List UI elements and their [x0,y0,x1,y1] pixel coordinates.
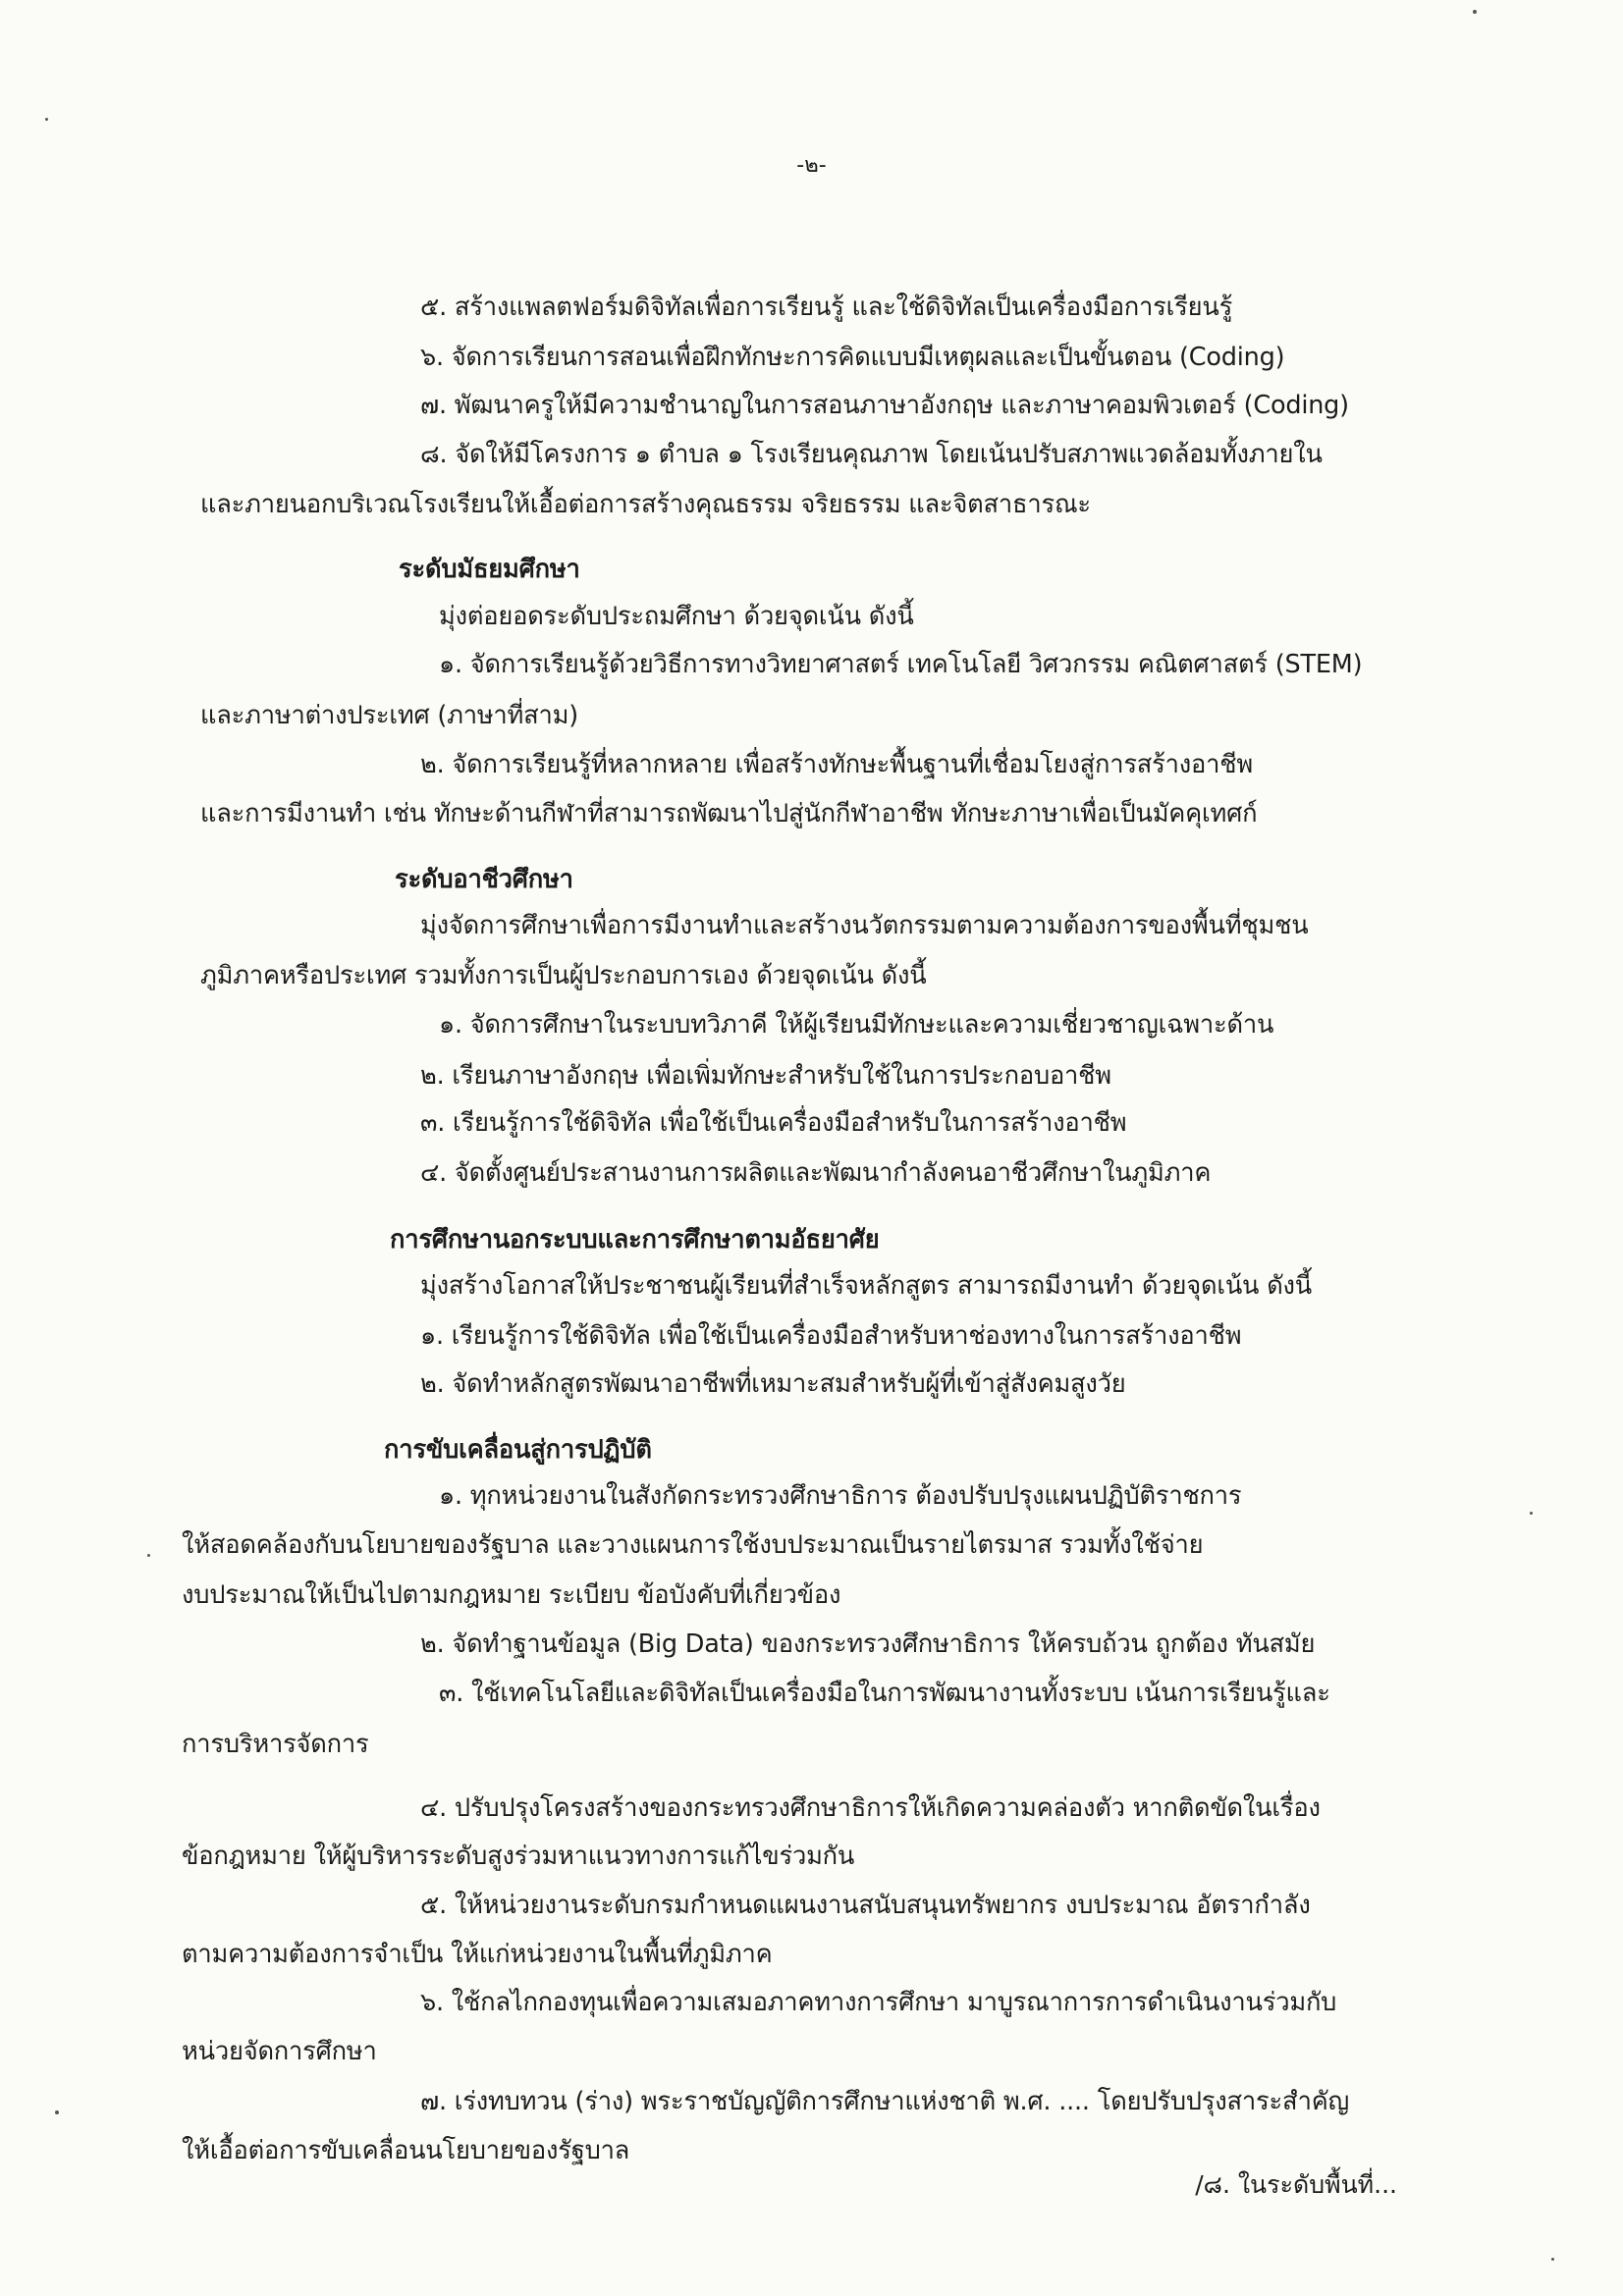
scan-speck [1530,1512,1533,1515]
line-30: ๔. ปรับปรุงโครงสร้างของกระทรวงศึกษาธิการให้เกิดความคล่องตัว หากติดขัดในเรื่อง [420,1793,1321,1823]
line-35: หน่วยจัดการศึกษา [182,2037,377,2066]
line-8: ๑. จัดการเรียนรู้ด้วยวิธีการทางวิทยาศาสตร์ เทคโนโลยี วิศวกรรม คณิตศาสตร์ (STEM) [439,650,1363,679]
line-3: ๗. พัฒนาครูให้มีความชำนาญในการสอนภาษาอังกฤษ และภาษาคอมพิวเตอร์ (Coding) [420,391,1349,420]
line-26: งบประมาณให้เป็นไปตามกฎหมาย ระเบียบ ข้อบังคับที่เกี่ยวข้อง [182,1580,841,1610]
line-2: ๖. จัดการเรียนการสอนเพื่อฝึกทักษะการคิดแบบมีเหตุผลและเป็นขั้นตอน (Coding) [420,343,1285,372]
line-22: ๒. จัดทำหลักสูตรพัฒนาอาชีพที่เหมาะสมสำหรับผู้ที่เข้าสู่สังคมสูงวัย [420,1369,1126,1399]
heading-non-formal: การศึกษานอกระบบและการศึกษาตามอัธยาศัย [390,1225,880,1255]
heading-vocational: ระดับอาชีวศึกษา [395,865,573,894]
heading-implementation: การขับเคลื่อนสู่การปฏิบัติ [384,1435,652,1465]
line-17: ๓. เรียนรู้การใช้ดิจิทัล เพื่อใช้เป็นเครื่องมือสำหรับในการสร้างอาชีพ [420,1108,1127,1138]
line-18: ๔. จัดตั้งศูนย์ประสานงานการผลิตและพัฒนากำลังคนอาชีวศึกษาในภูมิภาค [420,1158,1212,1188]
line-32: ๕. ให้หน่วยงานระดับกรมกำหนดแผนงานสนับสนุนทรัพยากร งบประมาณ อัตรากำลัง [420,1891,1311,1920]
line-37: ให้เอื้อต่อการขับเคลื่อนนโยบายของรัฐบาล [182,2136,630,2165]
line-1: ๕. สร้างแพลตฟอร์มดิจิทัลเพื่อการเรียนรู้ และใช้ดิจิทัลเป็นเครื่องมือการเรียนรู้ [420,293,1233,322]
line-7: มุ่งต่อยอดระดับประถมศึกษา ด้วยจุดเน้น ดังนี้ [439,602,914,631]
line-21: ๑. เรียนรู้การใช้ดิจิทัล เพื่อใช้เป็นเครื่องมือสำหรับหาช่องทางในการสร้างอาชีพ [420,1321,1242,1351]
scan-speck [45,118,48,121]
line-31: ข้อกฎหมาย ให้ผู้บริหารระดับสูงร่วมหาแนวทางการแก้ไขร่วมกัน [182,1842,855,1871]
line-25: ให้สอดคล้องกับนโยบายของรัฐบาล และวางแผนการใช้งบประมาณเป็นรายไตรมาส รวมทั้งใช้จ่าย [182,1530,1204,1560]
line-13: มุ่งจัดการศึกษาเพื่อการมีงานทำและสร้างนวัตกรรมตามความต้องการของพื้นที่ชุมชน [420,911,1309,940]
line-5: และภายนอกบริเวณโรงเรียนให้เอื้อต่อการสร้างคุณธรรม จริยธรรม และจิตสาธารณะ [200,490,1091,519]
scan-speck [55,2110,59,2114]
line-15: ๑. จัดการศึกษาในระบบทวิภาคี ให้ผู้เรียนมีทักษะและความเชี่ยวชาญเฉพาะด้าน [439,1010,1274,1040]
line-10: ๒. จัดการเรียนรู้ที่หลากหลาย เพื่อสร้างทักษะพื้นฐานที่เชื่อมโยงสู่การสร้างอาชีพ [420,750,1253,779]
scan-speck [1551,2258,1554,2261]
scan-speck [1473,10,1477,14]
scan-speck [147,1554,150,1557]
line-24: ๑. ทุกหน่วยงานในสังกัดกระทรวงศึกษาธิการ ต้องปรับปรุงแผนปฏิบัติราชการ [439,1481,1242,1511]
line-9: และภาษาต่างประเทศ (ภาษาที่สาม) [200,701,578,730]
line-14: ภูมิภาคหรือประเทศ รวมทั้งการเป็นผู้ประกอบการเอง ด้วยจุดเน้น ดังนี้ [200,961,927,990]
heading-secondary: ระดับมัธยมศึกษา [399,555,580,584]
line-29: การบริหารจัดการ [182,1730,369,1759]
line-16: ๒. เรียนภาษาอังกฤษ เพื่อเพิ่มทักษะสำหรับใช้ในการประกอบอาชีพ [420,1061,1111,1091]
line-27: ๒. จัดทำฐานข้อมูล (Big Data) ของกระทรวงศึกษาธิการ ให้ครบถ้วน ถูกต้อง ทันสมัย [420,1629,1316,1659]
line-11: และการมีงานทำ เช่น ทักษะด้านกีฬาที่สามารถพัฒนาไปสู่นักกีฬาอาชีพ ทักษะภาษาเพื่อเป็นมัคคุเทศก์ [200,799,1258,828]
continuation-footer: /๘. ในระดับพื้นที่... [1195,2170,1397,2199]
line-33: ตามความต้องการจำเป็น ให้แก่หน่วยงานในพื้นที่ภูมิภาค [182,1940,773,1969]
line-36: ๗. เร่งทบทวน (ร่าง) พระราชบัญญัติการศึกษาแห่งชาติ พ.ศ. .... โดยปรับปรุงสาระสำคัญ [420,2087,1350,2116]
line-34: ๖. ใช้กลไกกองทุนเพื่อความเสมอภาคทางการศึกษา มาบูรณาการการดำเนินงานร่วมกับ [420,1988,1337,2017]
line-20: มุ่งสร้างโอกาสให้ประชาชนผู้เรียนที่สำเร็จหลักสูตร สามารถมีงานทำ ด้วยจุดเน้น ดังนี้ [420,1271,1313,1301]
line-28: ๓. ใช้เทคโนโลยีและดิจิทัลเป็นเครื่องมือในการพัฒนางานทั้งระบบ เน้นการเรียนรู้และ [439,1679,1330,1708]
page-number: -๒- [796,153,827,178]
line-4: ๘. จัดให้มีโครงการ ๑ ตำบล ๑ โรงเรียนคุณภาพ โดยเน้นปรับสภาพแวดล้อมทั้งภายใน [420,440,1323,469]
